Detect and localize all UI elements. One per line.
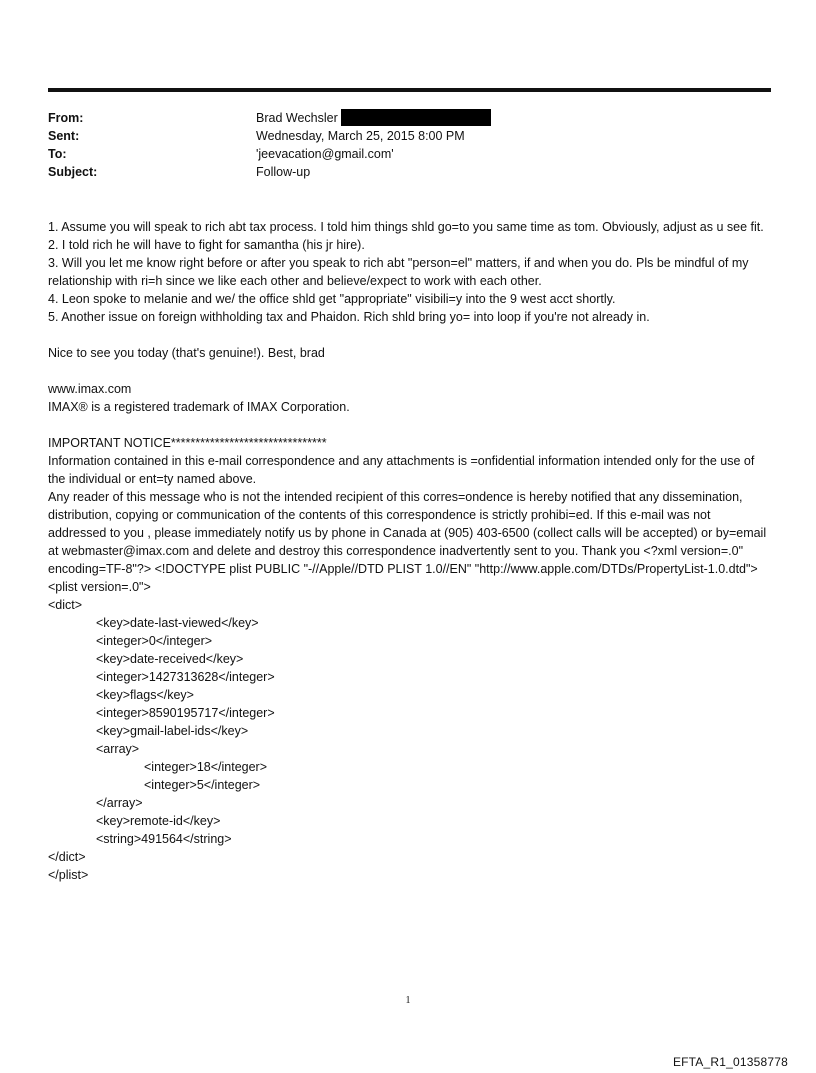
to-row	[48, 145, 768, 163]
to-value: 'jeevacation@gmail.com'	[256, 147, 394, 161]
notice-paragraph: Any reader of this message who is not the intended recipient of this corres=ondence is hereby notified that any dissemination, distribution, copying or communication of the contents of this correspondence is strictly prohibi=ed. If this e-mail was not addressed to you , please immediately notify us by phone in Canada at (905) 403-6500 (collect calls will be accepted) or by=email at webmaster@imax.com and delete and destroy this correspondence inadvertently sent to you. Thank you <?xml version=.0" encoding=TF-8"?> <!DOCTYPE plist PUBLIC "-//Apple//DTD PLIST 1.0//EN" "http://www.apple.com/DTDs/PropertyList-1.0.dtd">	[48, 490, 767, 576]
sent-label: Sent:	[48, 129, 80, 143]
list-item: 5. Another issue on foreign withholding tax and Phaidon. Rich shld bring yo= into loop if you're not already in.	[48, 310, 650, 324]
list-item: 2. I told rich he will have to fight for samantha (his jr hire).	[48, 238, 365, 252]
plist-line: <key>remote-id</key>	[96, 814, 221, 828]
plist-line: <dict>	[48, 598, 83, 612]
to-label: To:	[48, 147, 67, 161]
from-value	[256, 109, 768, 127]
email-header	[48, 109, 768, 181]
plist-line: <array>	[96, 742, 140, 756]
notice-title: IMPORTANT NOTICE********************************	[48, 436, 327, 450]
plist-line: <integer>8590195717</integer>	[96, 706, 275, 720]
from-name: Brad Wechsler	[256, 111, 338, 125]
email-body	[48, 218, 772, 884]
plist-line: <key>gmail-label-ids</key>	[96, 724, 249, 738]
plist-line: <key>flags</key>	[96, 688, 194, 702]
plist-line: </dict>	[48, 850, 86, 864]
sent-value: Wednesday, March 25, 2015 8:00 PM	[256, 129, 465, 143]
notice-paragraph: Information contained in this e-mail correspondence and any attachments is =onfidential information intended only for the use of the individual or ent=ty named above.	[48, 454, 755, 486]
plist-line: </plist>	[48, 868, 89, 882]
spacer	[48, 362, 772, 380]
trademark-line: IMAX® is a registered trademark of IMAX Corporation.	[48, 400, 350, 414]
redaction-box	[341, 109, 491, 126]
subject-row	[48, 163, 768, 181]
list-item: 3. Will you let me know right before or after you speak to rich abt "person=el" matters, if and when you do. Pls be mindful of my relationship with ri=h since we like each other and believe/expect to work with each other.	[48, 256, 749, 288]
page-number: 1	[405, 995, 411, 1006]
subject-value: Follow-up	[256, 165, 311, 179]
plist-line: <integer>0</integer>	[96, 634, 213, 648]
list-item: 1. Assume you will speak to rich abt tax process. I told him things shld go=to you same time as tom. Obviously, adjust as u see fit.	[48, 220, 764, 234]
header-rule	[48, 88, 771, 92]
plist-line: <key>date-last-viewed</key>	[96, 616, 259, 630]
document-id: EFTA_R1_01358778	[672, 1055, 788, 1069]
subject-label: Subject:	[48, 165, 98, 179]
plist-line: <plist version=.0">	[48, 580, 151, 594]
list-item: 4. Leon spoke to melanie and we/ the office shld get "appropriate" visibili=y into the 9 west acct shortly.	[48, 292, 616, 306]
closing-line: Nice to see you today (that's genuine!). Best, brad	[48, 346, 325, 360]
plist-line: <integer>1427313628</integer>	[96, 670, 275, 684]
plist-line: <key>date-received</key>	[96, 652, 244, 666]
from-row	[48, 109, 768, 127]
plist-line: <integer>18</integer>	[144, 760, 268, 774]
website-link[interactable]: www.imax.com	[48, 382, 132, 396]
plist-line: <string>491564</string>	[96, 832, 232, 846]
spacer	[48, 326, 772, 344]
from-label: From:	[48, 111, 84, 125]
spacer	[48, 416, 772, 434]
plist-line: <integer>5</integer>	[144, 778, 261, 792]
sent-row	[48, 127, 768, 145]
plist-line: </array>	[96, 796, 143, 810]
